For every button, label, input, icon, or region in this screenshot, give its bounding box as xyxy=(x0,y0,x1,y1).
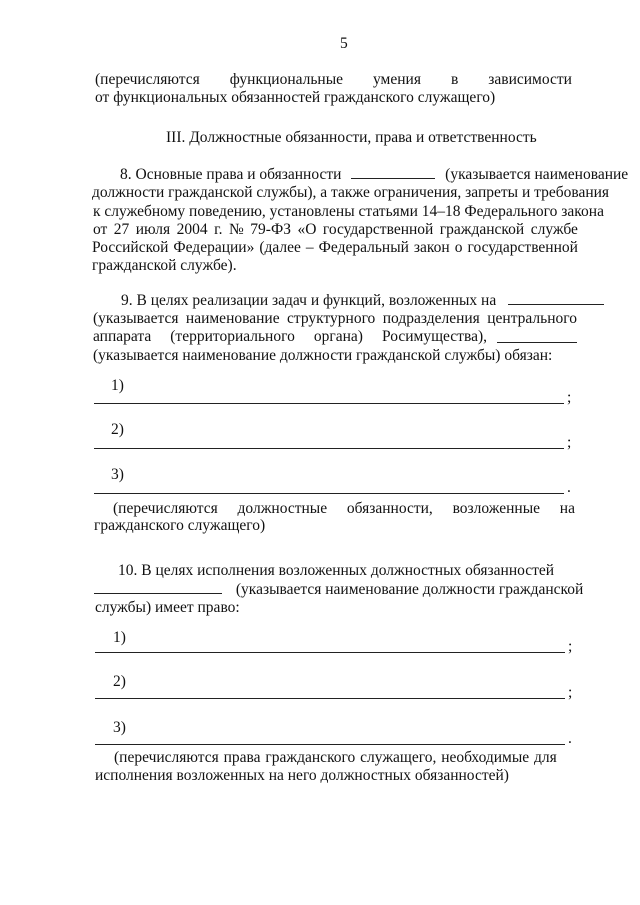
p9-word: наименование xyxy=(185,310,280,327)
intro-line-2: от функциональных обязанностей гражданского служащего) xyxy=(95,89,496,106)
p8-word: гражданской xyxy=(439,221,525,238)
p9-word: центрального xyxy=(487,310,577,327)
p9-item-3-end: . xyxy=(567,479,571,496)
p8-line-4 xyxy=(93,220,578,240)
p9-word: подразделения xyxy=(382,310,480,327)
p9-note-line-2: гражданского служащего) xyxy=(94,517,266,534)
p9-line-1 xyxy=(121,290,604,311)
section-title: III. Должностные обязанности, права и ответственность xyxy=(166,129,537,146)
blank-field xyxy=(94,579,222,594)
p10-item-3-line xyxy=(95,744,565,745)
p10-item-2-end: ; xyxy=(568,684,573,701)
p8-line-1 xyxy=(120,164,628,185)
blank-field xyxy=(497,342,577,343)
p10-item-1-line xyxy=(95,652,565,653)
p8-word: службе xyxy=(530,221,578,238)
p10-hint: (указывается наименование должности гражданской xyxy=(235,581,584,598)
p10-note-line-2: исполнения возложенных на него должностных обязанностей) xyxy=(95,767,509,784)
p8-lead: 8. Основные права и обязанности xyxy=(120,166,342,183)
intro-word: (перечисляются xyxy=(95,71,200,88)
p9-word: аппарата xyxy=(93,328,152,345)
page-number: 5 xyxy=(340,35,348,52)
p9-item-2-line xyxy=(94,448,564,449)
p8-word: Федерации» xyxy=(173,239,255,256)
p9-word: (территориального xyxy=(170,328,295,345)
p9-line-3 xyxy=(93,327,487,347)
intro-word: умения xyxy=(373,71,421,88)
p8-word: Российской xyxy=(92,239,169,256)
p9-word: структурного xyxy=(287,310,376,327)
blank-field xyxy=(508,290,604,305)
p10-item-3-label: 3) xyxy=(113,719,126,736)
p8-word: г. xyxy=(214,221,223,238)
blank-field xyxy=(351,164,435,179)
p9-note-word: (перечисляются xyxy=(113,500,218,517)
p9-word: Росимущества), xyxy=(382,328,487,345)
p8-line-2: должности гражданской службы), а также ограничения, запреты и требования xyxy=(92,184,610,201)
p10-item-1-label: 1) xyxy=(113,629,126,646)
p8-word: июля xyxy=(135,221,171,238)
p8-line-3: к служебному поведению, установлены статьями 14–18 Федерального закона xyxy=(93,203,604,220)
p9-item-3-line xyxy=(94,493,564,494)
p9-item-2-end: ; xyxy=(567,434,572,451)
p9-item-3-label: 3) xyxy=(111,466,124,483)
p8-word: «О xyxy=(297,221,317,238)
p10-item-2-line xyxy=(95,698,565,699)
p8-word: от xyxy=(93,221,108,238)
p8-word: № xyxy=(229,221,244,238)
p8-word: о xyxy=(454,239,463,256)
p8-word: 2004 xyxy=(176,221,208,238)
p9-line-4: (указывается наименование должности гражданской службы) обязан: xyxy=(93,347,553,364)
p8-line-6: гражданской службе). xyxy=(92,257,237,274)
p9-item-1-line xyxy=(94,403,564,404)
p9-note-word: на xyxy=(559,500,575,517)
p8-hint: (указывается наименование xyxy=(445,166,629,183)
p9-note-word: должностные xyxy=(237,500,328,517)
p9-note-word: обязанности, xyxy=(346,500,433,517)
p8-word: Федеральный xyxy=(318,239,409,256)
p9-word: (указывается xyxy=(93,310,179,327)
intro-word: зависимости xyxy=(488,71,572,88)
intro-line-1 xyxy=(95,70,572,90)
p9-item-1-label: 1) xyxy=(111,377,124,394)
p10-item-2-label: 2) xyxy=(113,673,126,690)
p9-line-2 xyxy=(93,309,577,329)
intro-word: в xyxy=(450,71,459,88)
p8-line-5 xyxy=(92,238,578,258)
p8-word: 27 xyxy=(113,221,130,238)
p10-note-line-1: (перечисляются права гражданского служащего, необходимые для xyxy=(114,749,557,766)
p9-lead: 9. В целях реализации задач и функций, возложенных на xyxy=(121,292,497,309)
intro-word: функциональные xyxy=(229,71,344,88)
p9-note-word: возложенные xyxy=(452,500,541,517)
p8-word: закон xyxy=(413,239,450,256)
p9-word: органа) xyxy=(313,328,363,345)
p8-word: – xyxy=(305,239,314,256)
p8-word: государственной xyxy=(322,221,434,238)
p8-word: государственной xyxy=(467,239,578,256)
p8-word: (далее xyxy=(259,239,301,256)
p10-line-3: службы) имеет право: xyxy=(95,599,240,616)
p10-item-1-end: ; xyxy=(568,638,573,655)
p9-item-1-end: ; xyxy=(567,389,572,406)
p10-line-1: 10. В целях исполнения возложенных должностных обязанностей xyxy=(118,562,555,579)
p8-word: 79-ФЗ xyxy=(250,221,291,238)
p10-item-3-end: . xyxy=(568,730,572,747)
p9-item-2-label: 2) xyxy=(111,421,124,438)
p10-line-2 xyxy=(94,579,583,600)
